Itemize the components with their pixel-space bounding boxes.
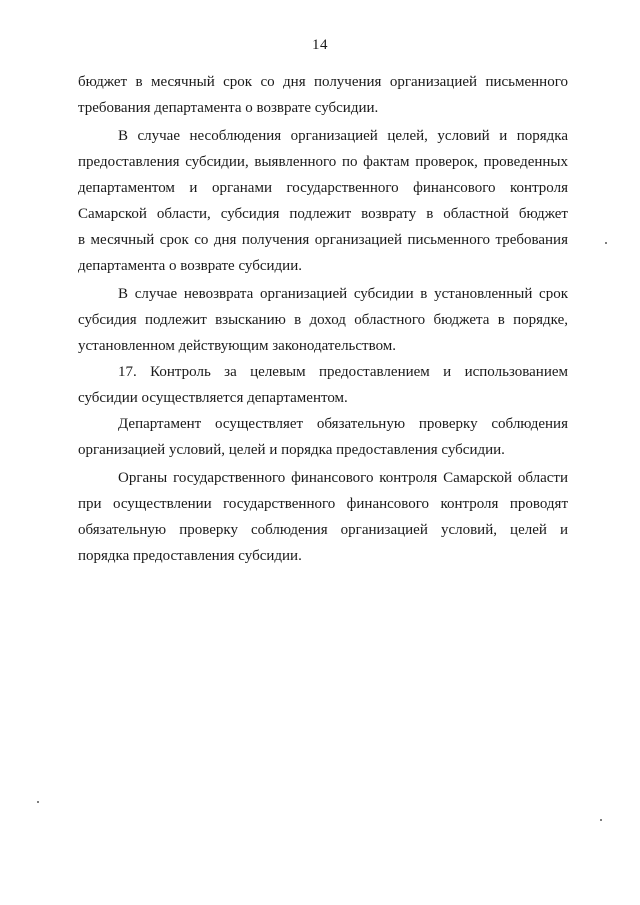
text-line: требования департамента о возврате субсидии. (78, 100, 379, 116)
text-line: департамента о возврате субсидии. (78, 258, 302, 274)
paragraph-6 (78, 465, 568, 569)
text-line: 17. Контроль за целевым предоставлением и использованием (118, 364, 568, 380)
text-line: В случае несоблюдения организацией целей, условий и порядка (118, 128, 568, 144)
text-line: департаментом и органами государственного финансового контроля (78, 180, 568, 196)
text-line: установленном действующим законодательством. (78, 338, 397, 354)
document-body (78, 69, 568, 569)
text-line: Департамент осуществляет обязательную проверку соблюдения (118, 416, 568, 432)
paragraph-4 (78, 359, 568, 411)
text-line: В случае невозврата организацией субсидии в установленный срок (118, 286, 568, 302)
paragraph-2 (78, 123, 568, 279)
text-line: Органы государственного финансового контроля Самарской области (118, 470, 568, 486)
text-line: при осуществлении государственного финансового контроля проводят (78, 496, 568, 512)
text-line: порядка предоставления субсидии. (78, 548, 302, 564)
paragraph-3 (78, 281, 568, 359)
text-line: в месячный срок со дня получения организацией письменного требования (78, 232, 568, 248)
paragraph-1 (78, 69, 568, 121)
scan-speck (37, 801, 39, 803)
text-line: субсидии осуществляется департаментом. (78, 390, 348, 406)
text-line: предоставления субсидии, выявленного по фактам проверок, проведенных (78, 154, 568, 170)
text-line: Самарской области, субсидия подлежит возврату в областной бюджет (78, 206, 568, 222)
paragraph-5 (78, 411, 568, 463)
text-line: субсидия подлежит взысканию в доход областного бюджета в порядке, (78, 312, 568, 328)
page-number: 14 (312, 37, 328, 53)
scan-speck (600, 819, 602, 821)
scan-speck (605, 242, 607, 244)
text-line: бюджет в месячный срок со дня получения организацией письменного (78, 74, 568, 90)
text-line: организацией условий, целей и порядка предоставления субсидии. (78, 442, 505, 458)
text-line: обязательную проверку соблюдения организацией условий, целей и (78, 522, 568, 538)
